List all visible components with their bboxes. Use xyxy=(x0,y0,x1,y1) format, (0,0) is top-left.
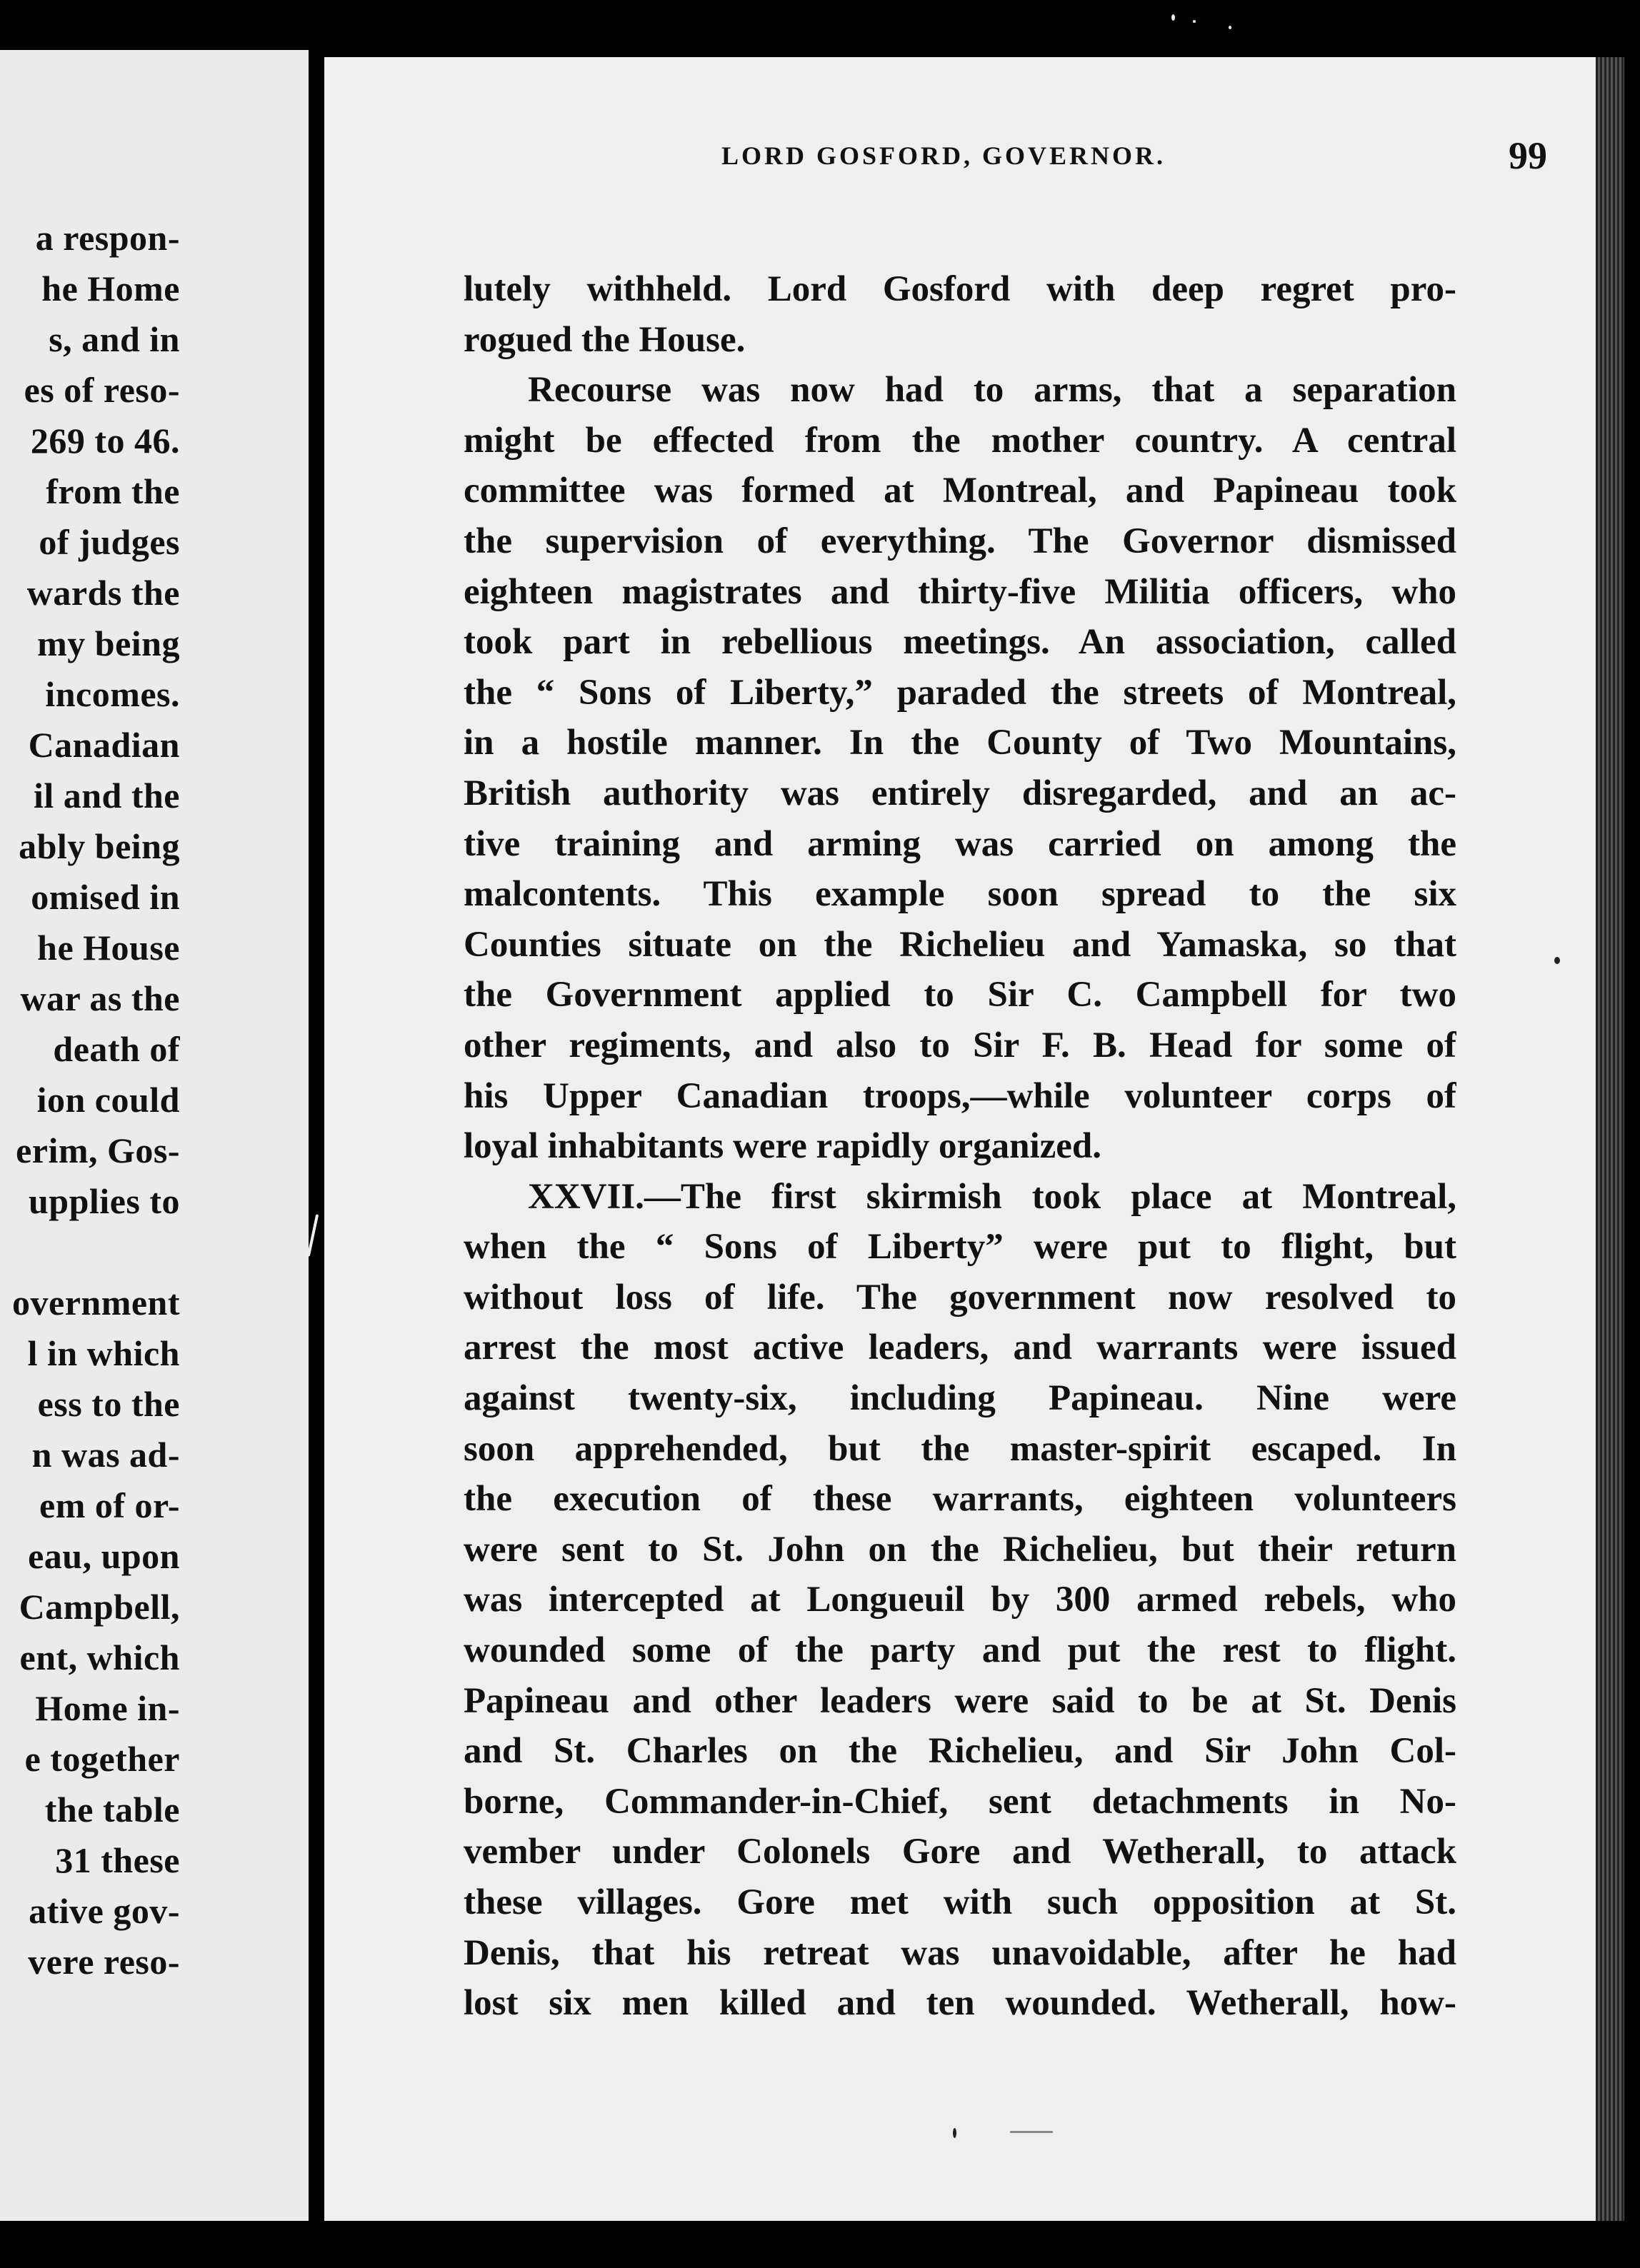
body-line: British authority was entirely disregarded, and an ac- xyxy=(464,773,1456,813)
body-line: when the “ Sons of Liberty” were put to flight, but xyxy=(464,1227,1456,1268)
left-line: ess to the xyxy=(37,1384,180,1424)
body-line: wounded some of the party and put the rest to flight. xyxy=(464,1630,1456,1671)
body-line: without loss of life. The government now resolved to xyxy=(464,1277,1456,1318)
left-line: upplies to xyxy=(28,1181,180,1221)
scan-speck xyxy=(1171,14,1175,21)
left-line: ion could xyxy=(36,1080,180,1120)
body-line: arrest the most active leaders, and warrants were issued xyxy=(464,1328,1456,1368)
body-line: his Upper Canadian troops,—while volunteer corps of xyxy=(464,1075,1456,1116)
right-page xyxy=(324,57,1596,2221)
left-line: 31 these xyxy=(55,1840,180,1880)
body-line: Papineau and other leaders were said to be at St. Denis xyxy=(464,1680,1456,1721)
left-line: death of xyxy=(53,1029,180,1069)
body-line: rogued the House. xyxy=(464,319,746,360)
left-line: ably being xyxy=(19,826,180,866)
left-line: es of reso- xyxy=(24,370,180,410)
left-line: the table xyxy=(44,1790,180,1830)
body-line: malcontents. This example soon spread to the six xyxy=(464,874,1456,915)
body-line: the “ Sons of Liberty,” paraded the streets of Montreal, xyxy=(464,672,1456,713)
body-line: and St. Charles on the Richelieu, and Sir John Col- xyxy=(464,1731,1456,1772)
left-line: Home in- xyxy=(35,1688,180,1728)
left-line: eau, upon xyxy=(28,1536,180,1576)
left-line: omised in xyxy=(31,877,180,917)
body-line: against twenty-six, including Papineau. Nine were xyxy=(464,1378,1456,1419)
left-line: of judges xyxy=(39,522,180,562)
body-line: lost six men killed and ten wounded. Wetherall, how- xyxy=(464,1983,1456,2024)
body-line: XXVII.—The first skirmish took place at Montreal, xyxy=(528,1176,1456,1217)
body-line: tive training and arming was carried on among the xyxy=(464,823,1456,864)
left-line: overnment xyxy=(12,1283,180,1323)
left-page-fragment xyxy=(0,50,309,2221)
body-line: Recourse was now had to arms, that a separation xyxy=(528,370,1456,411)
left-line: Campbell, xyxy=(19,1587,180,1627)
body-line: other regiments, and also to Sir F. B. Head for some of xyxy=(464,1025,1456,1065)
left-line: il and the xyxy=(33,776,180,816)
body-line: were sent to St. John on the Richelieu, but their return xyxy=(464,1529,1456,1570)
scan-speck xyxy=(1193,20,1196,23)
body-text xyxy=(464,264,1456,2029)
left-line: from the xyxy=(46,471,180,511)
left-line: em of or- xyxy=(39,1485,180,1525)
body-line: loyal inhabitants were rapidly organized. xyxy=(464,1126,1102,1167)
left-line: vere reso- xyxy=(28,1942,180,1982)
body-line: these villages. Gore met with such opposition at St. xyxy=(464,1882,1456,1922)
scan-speck xyxy=(1554,957,1560,964)
left-line: incomes. xyxy=(45,674,180,714)
body-line: lutely withheld. Lord Gosford with deep regret pro- xyxy=(464,269,1456,309)
left-line: l in which xyxy=(27,1333,180,1373)
body-line: took part in rebellious meetings. An association, called xyxy=(464,622,1456,663)
scan-speck xyxy=(953,2128,956,2138)
left-line: 269 to 46. xyxy=(30,421,180,461)
left-line: war as the xyxy=(20,978,180,1018)
left-page-text xyxy=(0,213,180,1987)
body-line: soon apprehended, but the master-spirit escaped. In xyxy=(464,1428,1456,1469)
body-line: committee was formed at Montreal, and Papineau took xyxy=(464,471,1456,511)
scan-speck xyxy=(1010,2131,1053,2133)
page-edge-stack xyxy=(1596,57,1624,2221)
body-line: was intercepted at Longueuil by 300 armed rebels, who xyxy=(464,1580,1456,1620)
scan-speck xyxy=(1229,26,1231,29)
body-line: eighteen magistrates and thirty-five Militia officers, who xyxy=(464,571,1456,612)
body-line: the supervision of everything. The Governor dismissed xyxy=(464,521,1456,561)
body-line: the execution of these warrants, eighteen volunteers xyxy=(464,1479,1456,1520)
body-line: the Government applied to Sir C. Campbell for two xyxy=(464,975,1456,1015)
left-line: a respon- xyxy=(35,218,180,258)
left-line: he House xyxy=(37,928,180,968)
left-line: s, and in xyxy=(49,319,180,359)
left-line: Canadian xyxy=(28,725,180,765)
running-title: LORD GOSFORD, GOVERNOR. xyxy=(721,141,1166,170)
left-line: n was ad- xyxy=(31,1435,180,1475)
body-line: vember under Colonels Gore and Wetherall, to attack xyxy=(464,1832,1456,1872)
left-line: he Home xyxy=(41,269,180,308)
running-head xyxy=(324,127,1547,184)
body-line: in a hostile manner. In the County of Two Mountains, xyxy=(464,723,1456,763)
body-line: Counties situate on the Richelieu and Yamaska, so that xyxy=(464,924,1456,965)
left-line xyxy=(0,1227,180,1278)
left-line: e together xyxy=(24,1739,180,1779)
body-line: Denis, that his retreat was unavoidable, after he had xyxy=(464,1932,1456,1973)
body-line: might be effected from the mother country. A central xyxy=(464,420,1456,461)
left-line: erim, Gos- xyxy=(16,1130,180,1170)
body-line: borne, Commander-in-Chief, sent detachments in No- xyxy=(464,1781,1456,1822)
book-gutter xyxy=(309,0,324,2268)
page-number: 99 xyxy=(1509,134,1547,177)
left-line: wards the xyxy=(26,573,180,613)
left-line: my being xyxy=(37,623,180,663)
left-line: ent, which xyxy=(19,1637,180,1677)
left-line: ative gov- xyxy=(29,1891,180,1931)
